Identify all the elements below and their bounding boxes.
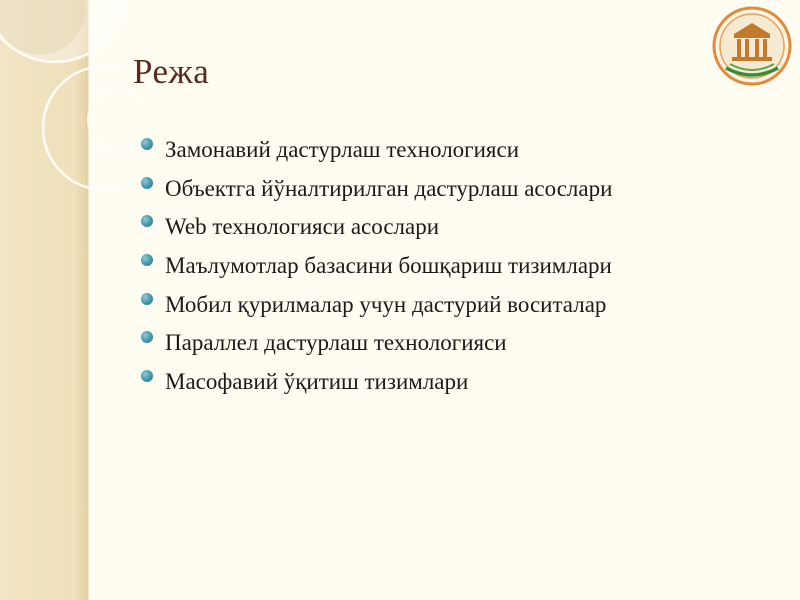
list-item bbox=[140, 249, 612, 288]
list-item bbox=[140, 288, 612, 327]
list-item bbox=[140, 326, 612, 365]
list-item-text: Web технологияси асослари bbox=[165, 214, 440, 240]
list-item bbox=[140, 133, 612, 172]
list-item bbox=[140, 365, 612, 404]
teal-sphere-bullet-icon bbox=[141, 293, 153, 305]
list-item-text: Объектга йўналтирилган дастурлаш асослари bbox=[165, 175, 613, 201]
teal-sphere-bullet-icon bbox=[141, 177, 153, 189]
teal-sphere-bullet-icon bbox=[141, 138, 153, 150]
teal-sphere-bullet-icon bbox=[141, 331, 153, 343]
list-item bbox=[140, 210, 612, 249]
list-item-text: Замонавий дастурлаш технологияси bbox=[165, 137, 520, 162]
list-item-text: Параллел дастурлаш технологияси bbox=[165, 330, 507, 356]
list-item bbox=[140, 172, 612, 211]
agenda-list bbox=[140, 133, 612, 404]
slide-title: Режа bbox=[133, 52, 210, 91]
university-building-logo-icon bbox=[710, 4, 794, 88]
teal-sphere-bullet-icon bbox=[141, 215, 153, 227]
list-item-text: Масофавий ўқитиш тизимлари bbox=[165, 369, 469, 395]
teal-sphere-bullet-icon bbox=[141, 254, 153, 266]
list-item-text: Маълумотлар базасини бошқариш тизимлари bbox=[165, 253, 612, 279]
list-item-text: Мобил қурилмалар учун дастурий воситалар bbox=[165, 291, 607, 317]
decorative-circles bbox=[0, 0, 140, 230]
teal-sphere-bullet-icon bbox=[141, 370, 153, 382]
